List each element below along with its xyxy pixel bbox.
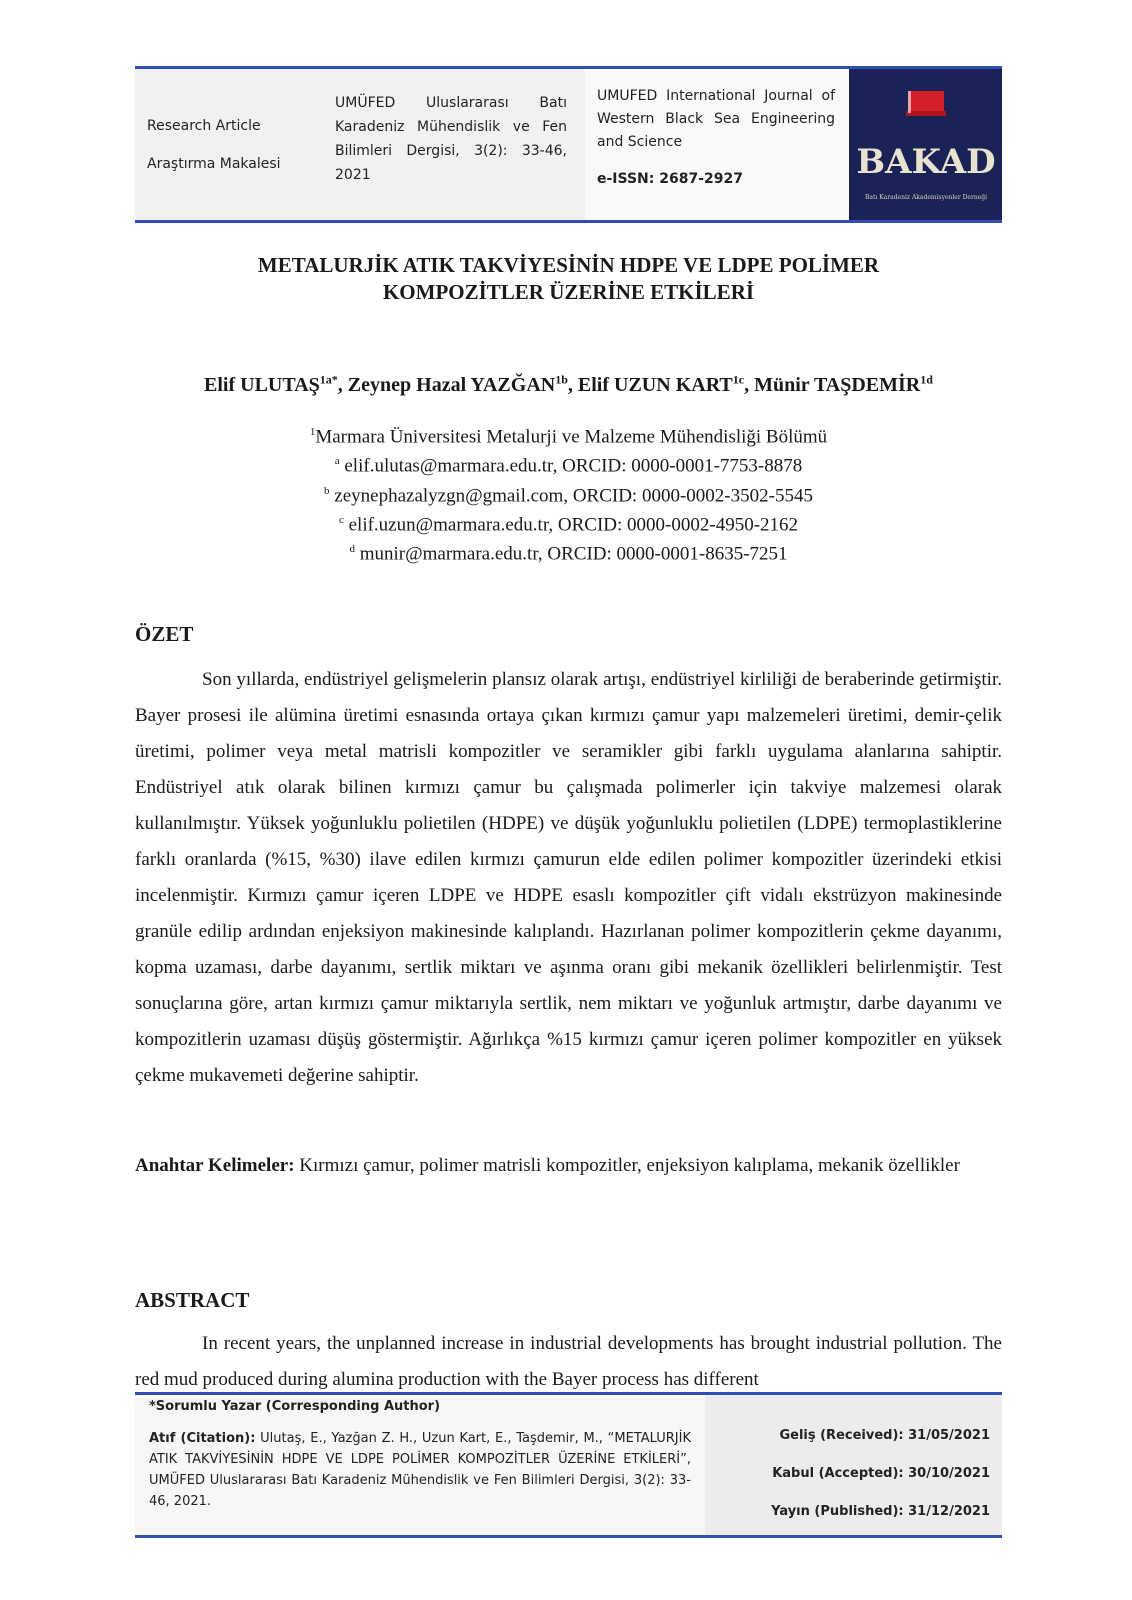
ozet-paragraph: Son yıllarda, endüstriyel gelişmelerin plansız olarak artışı, endüstriyel kirliliği de beraberinde getirmiştir. Bayer prosesi ile alümina üretimi esnasında ortaya çıkan kırmızı çamur yapı malzemeleri üretimi, demir-çelik üretimi, polimer veya metal matrisli kompozitler ve seramikler gibi farklı uygulama alanlarına sahiptir. Endüstriyel atık olarak bilinen kırmızı çamur bu çalışmada polimerler için takviye malzemesi olarak kullanılmıştır. Yüksek yoğunluklu polietilen (HDPE) ve düşük yoğunluklu polietilen (LDPE) termoplastiklerine farklı oranlarda (%15, %30) ilave edilen kırmızı çamurun elde edilen polimer kompozitler üzerindeki etkisi incelenmiştir. Kırmızı çamur içeren LDPE ve HDPE esaslı kompozitler çift vidalı ekstrüzyon makinesinde granüle edilip ardından enjeksiyon makinesinde kalıplandı. Hazırlanan polimer kompozitlerin çekme dayanımı, kopma uzaması, darbe dayanımı, sertlik miktarı ve aşınma oranı gibi mekanik özellikleri belirlenmiştir. Test sonuçlarına göre, artan kırmızı çamur miktarıyla sertlik, nem miktarı ve yoğunluk artmıştır, darbe dayanımı ve kompozitlerin uzaması düşüş göstermiştir. Ağırlıkça %15 kırmızı çamur içeren polimer kompozitler en yüksek çekme mukavemeti değerine sahiptir. (135, 669, 1002, 1086)
logo-subtext: Batı Karadeniz Akademisyenler Derneği (864, 193, 987, 201)
journal-name-en-cell (585, 69, 849, 220)
author: Elif $ULUTAŞ^{1a*}$, (204, 372, 348, 396)
journal-issn: e-ISSN: 2687-2927 (597, 171, 743, 187)
published-date: Yayın (Published): 31/12/2021 (771, 1504, 990, 1519)
author: Zeynep Hazal $YAZĞAN^{1b}$, (347, 372, 578, 396)
paper-title-line2: KOMPOZİTLER ÜZERİNE ETKİLERİ (382, 280, 755, 304)
keywords-label: Anahtar Kelimeler: (135, 1155, 295, 1176)
keywords-text: Kırmızı çamur, polimer matrisli kompozitler, enjeksiyon kalıplama, mekanik özellikler (294, 1155, 960, 1176)
journal-logo (849, 69, 1002, 220)
author: Münir $TAŞDEMİR^{1d}$ (754, 372, 933, 396)
accepted-date: Kabul (Accepted): 30/10/2021 (772, 1466, 990, 1481)
received-date: Geliş (Received): 31/05/2021 (779, 1428, 990, 1443)
abstract-paragraph: In recent years, the unplanned increase in industrial developments has brought industrial pollution. The red mud produced during alumina production with the Bayer process has different (135, 1333, 1002, 1390)
citation-box (135, 1395, 705, 1535)
contact-line: $^a$ elif.ulutas@marmara.edu.tr, ORCID: 0000-0001-7753-8878 (334, 455, 803, 477)
logo-text: BAKAD (855, 141, 996, 182)
paper-title (135, 252, 1002, 306)
journal-name-en: UMUFED International Journal of Western Black Sea Engineering and Science (597, 88, 835, 150)
author: Elif UZUN $KART^{1c}$, (577, 372, 755, 396)
corresponding-author-note: *Sorumlu Yazar (Corresponding Author) (149, 1399, 441, 1414)
paper-title-line1: METALURJİK ATIK TAKVİYESİNİN HDPE VE LDPE POLİMER (257, 253, 880, 277)
journal-name-tr: UMÜFED Uluslararası Batı Karadeniz Mühendislik ve Fen Bilimleri Dergisi, 3(2): 33-46, 2021 (335, 95, 567, 183)
article-type-tr: Araştırma Makalesi (147, 156, 281, 172)
abstract-heading: ABSTRACT (135, 1288, 250, 1312)
dates-box (705, 1395, 1002, 1535)
article-type-cell (135, 69, 325, 220)
article-type-en: Research Article (147, 118, 261, 134)
citation-label: Atıf (Citation): (149, 1431, 256, 1446)
affiliation-line: $^1$Marmara Üniversitesi Metalurji ve Malzeme Mühendisliği Bölümü (309, 426, 828, 448)
citation-text: Ulutaş, E., Yazğan Z. H., Uzun Kart, E., Taşdemir, M., “METALURJİK ATIK TAKVİYESİNİN HDPE VE LDPE POLİMER KOMPOZİTLER ÜZERİNE ETKİLERİ”, UMÜFED Uluslararası Batı Karadeniz Mühendislik ve Fen Bilimleri Dergisi, 3(2): 33-46, 2021. (149, 1431, 691, 1509)
author-list (135, 372, 1002, 397)
book-logo-icon (855, 75, 996, 215)
ozet-heading: ÖZET (135, 622, 194, 646)
journal-header (135, 66, 1002, 223)
citation (149, 1428, 691, 1512)
keywords (135, 1148, 1002, 1183)
page-footer (135, 1392, 1002, 1538)
contact-line: $^d$ munir@marmara.edu.tr, ORCID: 0000-0001-8635-7251 (349, 543, 788, 565)
affiliations (135, 420, 1002, 567)
contact-line: $^c$ elif.uzun@marmara.edu.tr, ORCID: 0000-0002-4950-2162 (338, 513, 799, 536)
contact-line: $^b$ zeynephazalyzgn@gmail.com, ORCID: 0000-0002-3502-5545 (324, 484, 813, 506)
